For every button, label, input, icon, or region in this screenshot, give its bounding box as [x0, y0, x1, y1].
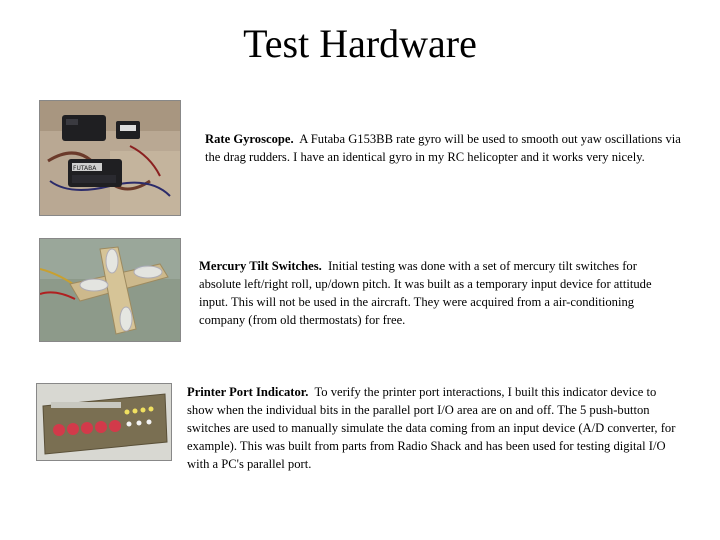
mercury-tilt-switches-body: Initial testing was done with a set of mercury tilt switches for absolute left/right roll, up/down pitch. It was built as a temporary input device for attitude input. This will not be used in the aircraft. They were acquired from a air-conditioning company (from old thermostats) for free.: [199, 259, 652, 327]
rate-gyroscope-photo: [39, 100, 181, 216]
mercury-tilt-switches-description: [199, 257, 669, 329]
printer-port-indicator-body: To verify the printer port interactions, I built this indicator device to show when the individual bits in the parallel port I/O area are on and off. The 5 push-button switches are used to manually simulate the data coming from an input device (A/D converter, for example). This was built from parts from Radio Shack and has been used for testing digital I/O with a PC's parallel port.: [187, 385, 676, 471]
printer-port-indicator-description: [187, 383, 682, 473]
gyro-label-text: FUTABA: [73, 165, 97, 172]
page-title: Test Hardware: [243, 21, 477, 66]
printer-port-indicator-photo: [36, 383, 172, 461]
mercury-tilt-switches-heading: Mercury Tilt Switches.: [199, 259, 322, 273]
rate-gyroscope-description: [205, 130, 685, 166]
rate-gyroscope-body: A Futaba G153BB rate gyro will be used to smooth out yaw oscillations via the drag rudders. I have an identical gyro in my RC helicopter and it works very nicely.: [205, 132, 681, 164]
rate-gyroscope-heading: Rate Gyroscope.: [205, 132, 294, 146]
mercury-tilt-switches-photo: [39, 238, 181, 342]
printer-port-indicator-heading: Printer Port Indicator.: [187, 385, 309, 399]
